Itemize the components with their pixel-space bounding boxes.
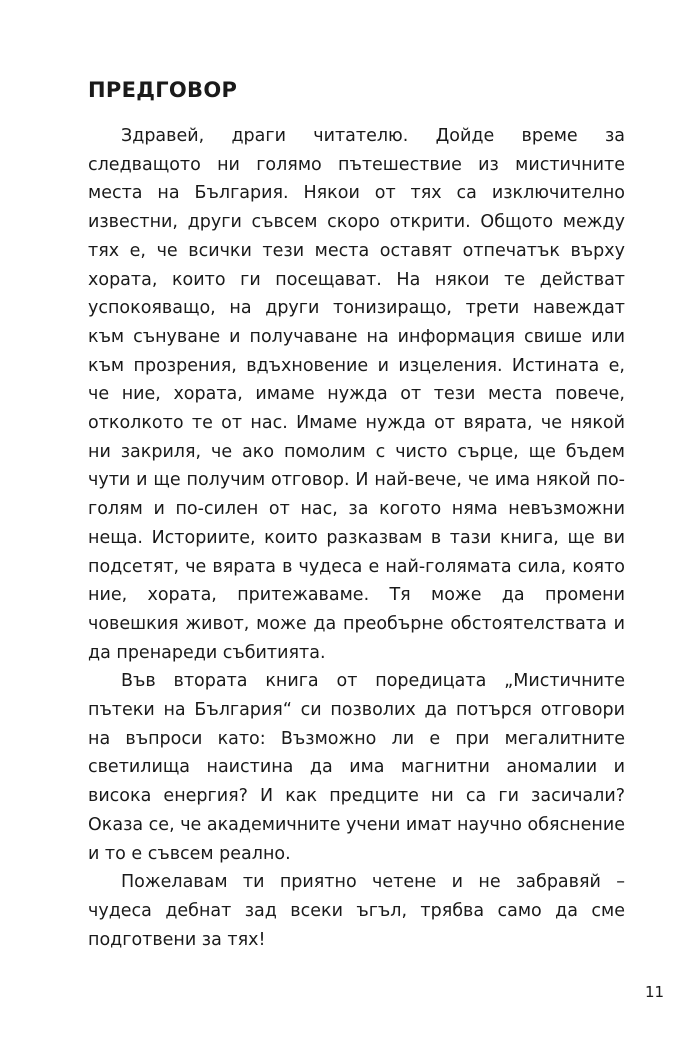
body-text — [88, 122, 625, 954]
paragraph: Пожелавам ти приятно четене и не забравяй – чудеса дебнат зад всеки ъгъл, трябва само да сме подготвени за тях! — [88, 872, 625, 950]
page-number: 11 — [645, 983, 665, 1001]
paragraph: Във втората книга от поредицата „Мистичните пътеки на България“ си позволих да потърся отговори на въпроси като: Възможно ли е при мегалитните светилища наистина да има магнитни аномалии и висока енергия? И как предците ни са ги засичали? Оказа се, че академичните учени имат научно обяснение и то е съвсем реално. — [88, 671, 625, 864]
paragraph: Здравей, драги читателю. Дойде време за следващото ни голямо пътешествие из мистичните места на България. Някои от тях са изключително известни, други съвсем скоро открити. Общото между тях е, че всички тези места оставят отпечатък върху хората, които ги посещават. На някои те действат успокояващо, на други тонизиращо, трети навеждат към сънуване и получаване на информация свише или към прозрения, вдъхновение и изцеления. Истината е, че ние, хората, имаме нужда от тези места повече, отколкото те от нас. Имаме нужда от вярата, че някой ни закриля, че ако помолим с чисто сърце, ще бъдем чути и ще получим отговор. И най-вече, че има някой по-голям и по-силен от нас, за когото няма невъзможни неща. Историите, които разказвам в тази книга, ще ви подсетят, че вярата в чудеса е най-голямата сила, която ние, хората, притежаваме. Тя може да промени човешкия живот, може да преобърне обстоятелствата и да пренареди събитията. — [88, 126, 625, 663]
chapter-heading: ПРЕДГОВОР — [88, 78, 238, 102]
